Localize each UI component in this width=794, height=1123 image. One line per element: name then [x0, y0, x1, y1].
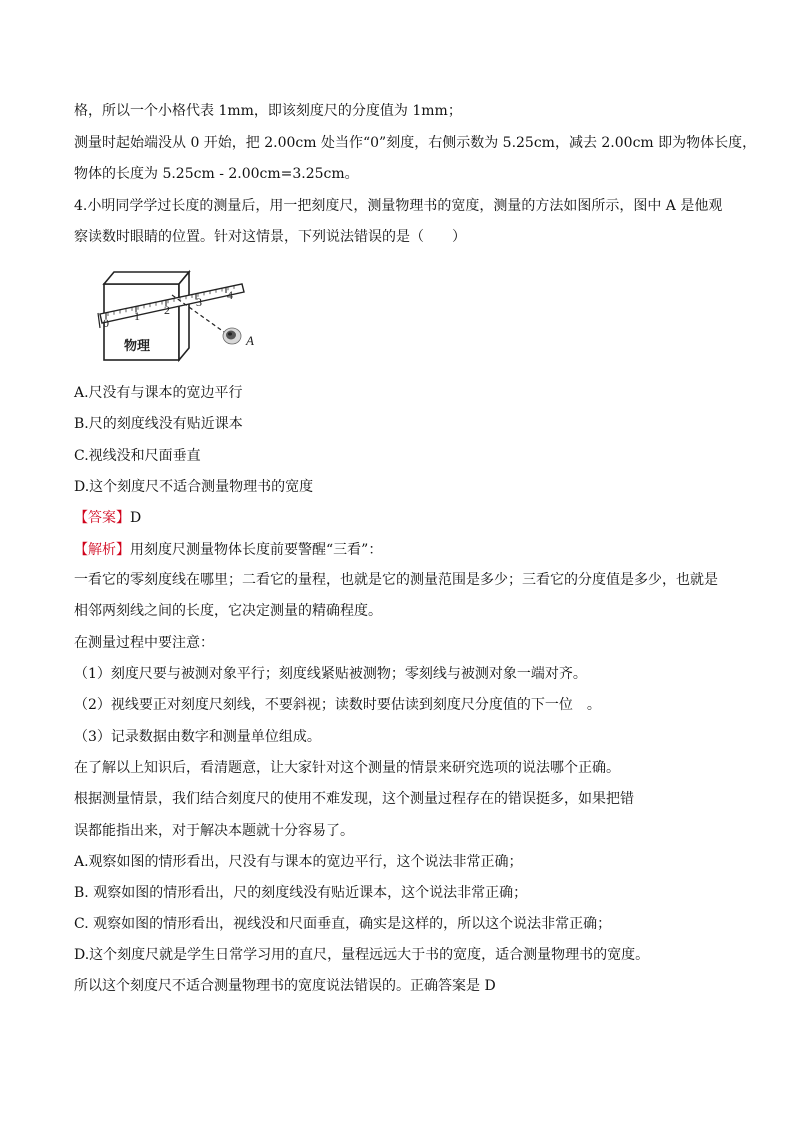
ruler-tick-label-2: 2: [164, 303, 170, 317]
paragraph-2: 测量时起始端没从 0 开始，把 2.00cm 处当作“0”刻度，右侧示数为 5.25cm，减去 2.00cm 即为物体长度，: [74, 135, 757, 151]
analysis-line-6: （3）记录数据由数字和测量单位组成。: [74, 729, 321, 745]
analysis-line-10: A.观察如图的情形看出，尺没有与课本的宽边平行，这个说法非常正确；: [74, 854, 523, 870]
book-top-face: [104, 272, 189, 284]
paragraph-1: 格，所以一个小格代表 1mm，即该刻度尺的分度值为 1mm；: [74, 103, 462, 119]
answer-value: D: [130, 510, 142, 526]
book-label: 物理: [124, 339, 151, 354]
book-side-face: [179, 272, 189, 360]
analysis-line-12: C. 观察如图的情形看出，视线没和尺面垂直，确实是这样的，所以这个说法非常正确；: [74, 916, 612, 932]
option-b: B.尺的刻度线没有贴近课本: [74, 416, 243, 432]
option-d: D.这个刻度尺不适合测量物理书的宽度: [74, 479, 314, 495]
analysis-line-11: B. 观察如图的情形看出，尺的刻度线没有贴近课本，这个说法非常正确；: [74, 885, 528, 901]
ruler-tick-label-4: 4: [227, 288, 233, 302]
ruler-tick-label-0: 0: [103, 316, 109, 330]
ruler-tick-label-1: 1: [134, 309, 140, 323]
eye-icon: [223, 328, 241, 344]
question-stem-line-2: 察读数时眼睛的位置。针对这情景，下列说法错误的是（ ）: [74, 229, 466, 245]
analysis-line-3: 在测量过程中要注意：: [74, 635, 214, 651]
analysis-line-4: （1）刻度尺要与被测对象平行；刻度线紧贴被测物；零刻线与被测对象一端对齐。: [74, 666, 587, 682]
analysis-intro: 用刻度尺测量物体长度前要警醒“三看”：: [130, 542, 383, 558]
option-c: C.视线没和尺面垂直: [74, 448, 201, 464]
analysis-line-1: 一看它的零刻度线在哪里；二看它的量程，也就是它的测量范围是多少；三看它的分度值是多少，也就是: [74, 572, 718, 588]
analysis-intro-line: [74, 540, 382, 560]
question-stem-line-1: 4.小明同学学过长度的测量后，用一把刻度尺，测量物理书的宽度，测量的方法如图所示，图中 A 是他观: [74, 198, 723, 214]
analysis-line-13: D.这个刻度尺就是学生日常学习用的直尺，量程远远大于书的宽度，适合测量物理书的宽度。: [74, 947, 650, 963]
ruler-tick-label-3: 3: [196, 295, 202, 309]
analysis-line-9: 误都能指出来，对于解决本题就十分容易了。: [74, 823, 354, 839]
option-a: A.尺没有与课本的宽边平行: [74, 385, 243, 401]
analysis-line-7: 在了解以上知识后，看清题意，让大家针对这个测量的情景来研究选项的说法哪个正确。: [74, 760, 620, 776]
answer-label: 【答案】: [74, 510, 130, 526]
eye-position-label: A: [246, 333, 254, 348]
analysis-label: 【解析】: [74, 542, 130, 558]
paragraph-3: 物体的长度为 5.25cm - 2.00cm=3.25cm。: [74, 166, 359, 182]
analysis-line-14: 所以这个刻度尺不适合测量物理书的宽度说法错误的。正确答案是 D: [74, 978, 496, 994]
analysis-line-2: 相邻两刻线之间的长度，它决定测量的精确程度。: [74, 603, 382, 619]
ruler-measurement-figure: [94, 262, 264, 368]
analysis-line-8: 根据测量情景，我们结合刻度尺的使用不难发现，这个测量过程存在的错误挺多，如果把错: [74, 791, 634, 807]
answer-line: [74, 508, 141, 528]
analysis-line-5: （2）视线要正对刻度尺刻线，不要斜视；读数时要估读到刻度尺分度值的下一位 。: [74, 697, 601, 713]
